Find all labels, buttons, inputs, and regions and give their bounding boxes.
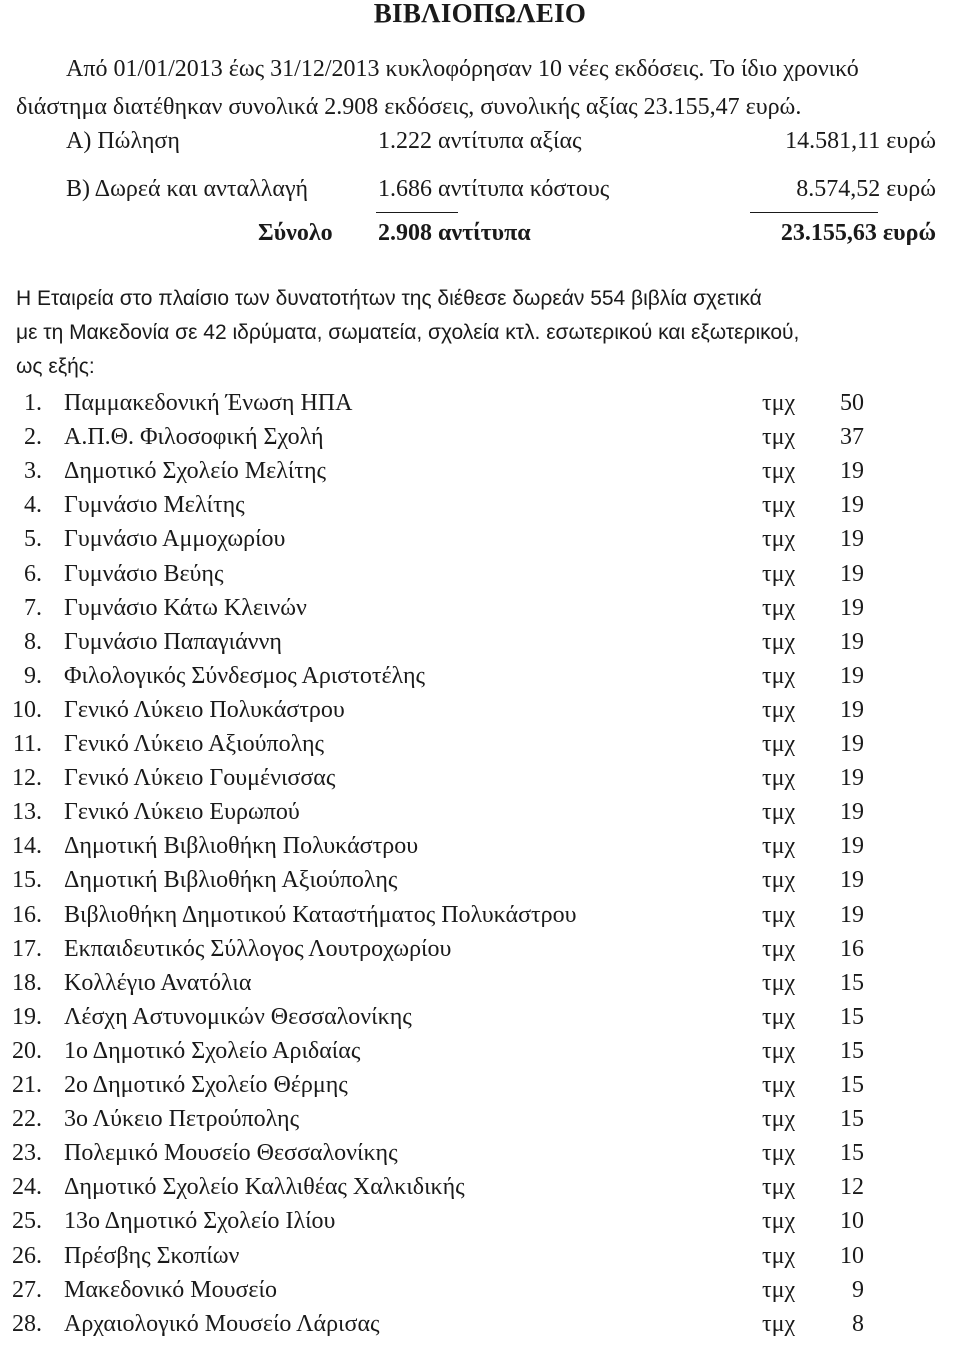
intro-line: Από 01/01/2013 έως 31/12/2013 κυκλοφόρησαν 10 νέες εκδόσεις. Το ίδιο χρονικό xyxy=(66,56,859,82)
list-item xyxy=(0,492,960,526)
list-item-quantity: 19 xyxy=(840,833,864,860)
list-item-number: 19. xyxy=(12,1003,42,1030)
list-item-number: 25. xyxy=(12,1208,42,1235)
list-item xyxy=(0,1072,960,1106)
list-item xyxy=(0,970,960,1004)
list-item-name: Γενικό Λύκειο Γουμένισσας xyxy=(64,765,336,792)
list-item xyxy=(0,1208,960,1242)
list-item-name: Γενικό Λύκειο Ευρωπού xyxy=(64,799,300,826)
list-item xyxy=(0,833,960,867)
sales-amount: 14.581,11 ευρώ xyxy=(785,128,936,154)
list-item-number: 24. xyxy=(12,1174,42,1201)
sales-amount: 8.574,52 ευρώ xyxy=(796,176,936,202)
list-item-number: 15. xyxy=(12,867,42,894)
list-item-number: 3. xyxy=(24,458,42,485)
list-item-unit: τμχ xyxy=(762,1106,796,1133)
list-item-name: Γυμνάσιο Παπαγιάννη xyxy=(64,628,282,655)
list-item xyxy=(0,458,960,492)
list-item-unit: τμχ xyxy=(762,833,796,860)
list-item-quantity: 10 xyxy=(840,1208,864,1235)
list-item xyxy=(0,561,960,595)
list-item-unit: τμχ xyxy=(762,390,796,416)
donation-paragraph xyxy=(16,282,946,384)
list-item-number: 10. xyxy=(12,696,42,723)
list-item-name: Γυμνάσιο Αμμοχωρίου xyxy=(64,526,286,553)
list-item-quantity: 50 xyxy=(840,390,864,416)
list-item-name: Μακεδονικό Μουσείο xyxy=(64,1276,277,1303)
list-item-name: 2ο Δημοτικό Σχολείο Θέρμης xyxy=(64,1072,348,1098)
list-item-number: 22. xyxy=(12,1106,42,1133)
list-item-number: 1. xyxy=(24,390,42,416)
list-item xyxy=(0,526,960,560)
sales-label: Α) Πώληση xyxy=(66,128,180,154)
list-item xyxy=(0,595,960,629)
list-item-name: 3ο Λύκειο Πετρούπολης xyxy=(64,1106,300,1133)
list-item-quantity: 10 xyxy=(840,1242,864,1269)
list-item-number: 20. xyxy=(12,1037,42,1064)
list-item-quantity: 19 xyxy=(840,867,864,894)
list-item-number: 7. xyxy=(24,594,42,621)
list-item xyxy=(0,1106,960,1140)
list-item-name: Δημοτική Βιβλιοθήκη Αξιούπολης xyxy=(64,867,398,894)
list-item-unit: τμχ xyxy=(762,560,796,587)
list-item-quantity: 16 xyxy=(840,935,864,962)
list-item-unit: τμχ xyxy=(762,628,796,655)
list-item-name: 13ο Δημοτικό Σχολείο Ιλίου xyxy=(64,1208,336,1235)
sum-rule-copies xyxy=(376,212,458,213)
list-item-unit: τμχ xyxy=(762,458,796,485)
list-item-quantity: 19 xyxy=(840,628,864,655)
list-item-number: 13. xyxy=(12,799,42,826)
list-item xyxy=(0,799,960,833)
list-item-quantity: 19 xyxy=(840,696,864,723)
list-item-number: 12. xyxy=(12,765,42,792)
list-item-number: 28. xyxy=(12,1310,42,1337)
list-item-unit: τμχ xyxy=(762,799,796,826)
list-item-name: Πολεμικό Μουσείο Θεσσαλονίκης xyxy=(64,1140,398,1167)
list-item-unit: τμχ xyxy=(762,1242,796,1269)
list-item-quantity: 19 xyxy=(840,492,864,519)
list-item-unit: τμχ xyxy=(762,867,796,894)
list-item-unit: τμχ xyxy=(762,594,796,621)
list-item-number: 8. xyxy=(24,628,42,655)
list-item-quantity: 19 xyxy=(840,799,864,826)
list-item-name: Δημοτικό Σχολείο Καλλιθέας Χαλκιδικής xyxy=(64,1174,465,1201)
sales-row xyxy=(0,176,960,214)
paragraph-line: Η Εταιρεία στο πλαίσιο των δυνατοτήτων της διέθεσε δωρεάν 554 βιβλία σχετικά xyxy=(16,287,762,310)
list-item-quantity: 37 xyxy=(840,424,864,451)
list-item xyxy=(0,867,960,901)
list-item-quantity: 15 xyxy=(840,1003,864,1030)
list-item xyxy=(0,1277,960,1311)
list-item-name: Πρέσβης Σκοπίων xyxy=(64,1242,240,1269)
list-item-name: Γενικό Λύκειο Πολυκάστρου xyxy=(64,696,345,723)
list-item-quantity: 19 xyxy=(840,662,864,689)
list-item xyxy=(0,936,960,970)
list-item-number: 11. xyxy=(12,731,42,757)
list-item-name: Φιλολογικός Σύνδεσμος Αριστοτέλης xyxy=(64,662,426,689)
total-amount: 23.155,63 ευρώ xyxy=(780,220,936,246)
list-item xyxy=(0,1243,960,1277)
list-item-name: Γυμνάσιο Μελίτης xyxy=(64,492,245,519)
list-item-number: 2. xyxy=(24,424,42,451)
sales-row xyxy=(0,128,960,166)
list-item-unit: τμχ xyxy=(762,765,796,792)
list-item-number: 9. xyxy=(24,662,42,689)
list-item-unit: τμχ xyxy=(762,1208,796,1235)
list-item-quantity: 19 xyxy=(840,901,864,928)
list-item-quantity: 12 xyxy=(840,1174,864,1201)
list-item xyxy=(0,1174,960,1208)
list-item xyxy=(0,629,960,663)
sales-copies: 1.686 αντίτυπα κόστους xyxy=(378,176,610,202)
list-item xyxy=(0,731,960,765)
list-item-number: 21. xyxy=(12,1072,42,1098)
list-item-name: Κολλέγιο Ανατόλια xyxy=(64,969,252,996)
list-item xyxy=(0,1140,960,1174)
list-item-unit: τμχ xyxy=(762,1310,796,1337)
list-item-unit: τμχ xyxy=(762,1003,796,1030)
sales-copies: 1.222 αντίτυπα αξίας xyxy=(378,128,582,154)
list-item-name: Α.Π.Θ. Φιλοσοφική Σχολή xyxy=(64,424,324,451)
list-item-number: 4. xyxy=(24,492,42,519)
list-item-name: Παμμακεδονική Ένωση ΗΠΑ xyxy=(64,390,353,416)
list-item-unit: τμχ xyxy=(762,1174,796,1201)
list-item xyxy=(0,902,960,936)
list-item-number: 27. xyxy=(12,1276,42,1303)
list-item-number: 16. xyxy=(12,901,42,928)
list-item-quantity: 19 xyxy=(840,731,864,757)
total-copies: 2.908 αντίτυπα xyxy=(378,220,531,246)
list-item-unit: τμχ xyxy=(762,696,796,723)
list-item-unit: τμχ xyxy=(762,492,796,519)
list-item xyxy=(0,697,960,731)
list-item xyxy=(0,663,960,697)
list-item-quantity: 15 xyxy=(840,1106,864,1133)
sales-label: Β) Δωρεά και ανταλλαγή xyxy=(66,176,309,202)
list-item-quantity: 15 xyxy=(840,1072,864,1098)
list-item-quantity: 19 xyxy=(840,560,864,587)
list-item-unit: τμχ xyxy=(762,662,796,689)
list-item xyxy=(0,765,960,799)
page-title: ΒΙΒΛΙΟΠΩΛΕΙΟ xyxy=(373,0,587,28)
list-item-quantity: 8 xyxy=(852,1310,864,1337)
sales-total-row xyxy=(0,220,960,258)
list-item xyxy=(0,1004,960,1038)
list-item-name: Λέσχη Αστυνομικών Θεσσαλονίκης xyxy=(64,1003,412,1030)
intro-line: διάστημα διατέθηκαν συνολικά 2.908 εκδόσεις, συνολικής αξίας 23.155,47 ευρώ. xyxy=(16,94,802,120)
list-item-name: 1ο Δημοτικό Σχολείο Αριδαίας xyxy=(64,1037,361,1064)
list-item-unit: τμχ xyxy=(762,1037,796,1064)
list-item-number: 6. xyxy=(24,560,42,587)
list-item xyxy=(0,1038,960,1072)
list-item-name: Γυμνάσιο Βεύης xyxy=(64,560,224,587)
list-item-name: Δημοτική Βιβλιοθήκη Πολυκάστρου xyxy=(64,833,419,860)
list-item-number: 14. xyxy=(12,833,42,860)
list-item-unit: τμχ xyxy=(762,1276,796,1303)
list-item-quantity: 15 xyxy=(840,1037,864,1064)
list-item-number: 23. xyxy=(12,1140,42,1167)
list-item-quantity: 15 xyxy=(840,969,864,996)
sum-rule-amount xyxy=(750,212,878,213)
list-item-quantity: 19 xyxy=(840,765,864,792)
list-item-name: Αρχαιολογικό Μουσείο Λάρισας xyxy=(64,1310,380,1337)
list-item-unit: τμχ xyxy=(762,424,796,451)
list-item-number: 18. xyxy=(12,969,42,996)
total-label: Σύνολο xyxy=(258,220,333,246)
list-item xyxy=(0,1311,960,1345)
list-item-quantity: 9 xyxy=(852,1276,864,1303)
list-item-quantity: 19 xyxy=(840,458,864,485)
list-item xyxy=(0,424,960,458)
list-item-unit: τμχ xyxy=(762,526,796,553)
list-item-number: 26. xyxy=(12,1242,42,1269)
list-item-unit: τμχ xyxy=(762,1140,796,1167)
list-item-unit: τμχ xyxy=(762,901,796,928)
paragraph-line: με τη Μακεδονία σε 42 ιδρύματα, σωματεία, σχολεία κτλ. εσωτερικού και εξωτερικού, xyxy=(16,321,800,344)
paragraph-line: ως εξής: xyxy=(16,355,95,378)
list-item-unit: τμχ xyxy=(762,1072,796,1098)
list-item-unit: τμχ xyxy=(762,969,796,996)
list-item xyxy=(0,390,960,424)
list-item-name: Εκπαιδευτικός Σύλλογος Λουτροχωρίου xyxy=(64,935,452,962)
list-item-number: 17. xyxy=(12,935,42,962)
list-item-name: Γυμνάσιο Κάτω Κλεινών xyxy=(64,594,307,621)
list-item-name: Γενικό Λύκειο Αξιούπολης xyxy=(64,731,325,757)
list-item-quantity: 19 xyxy=(840,526,864,553)
list-item-name: Βιβλιοθήκη Δημοτικού Καταστήματος Πολυκάστρου xyxy=(64,901,577,928)
list-item-unit: τμχ xyxy=(762,935,796,962)
list-item-quantity: 15 xyxy=(840,1140,864,1167)
list-item-name: Δημοτικό Σχολείο Μελίτης xyxy=(64,458,326,485)
list-item-number: 5. xyxy=(24,526,42,553)
list-item-quantity: 19 xyxy=(840,594,864,621)
list-item-unit: τμχ xyxy=(762,731,796,757)
